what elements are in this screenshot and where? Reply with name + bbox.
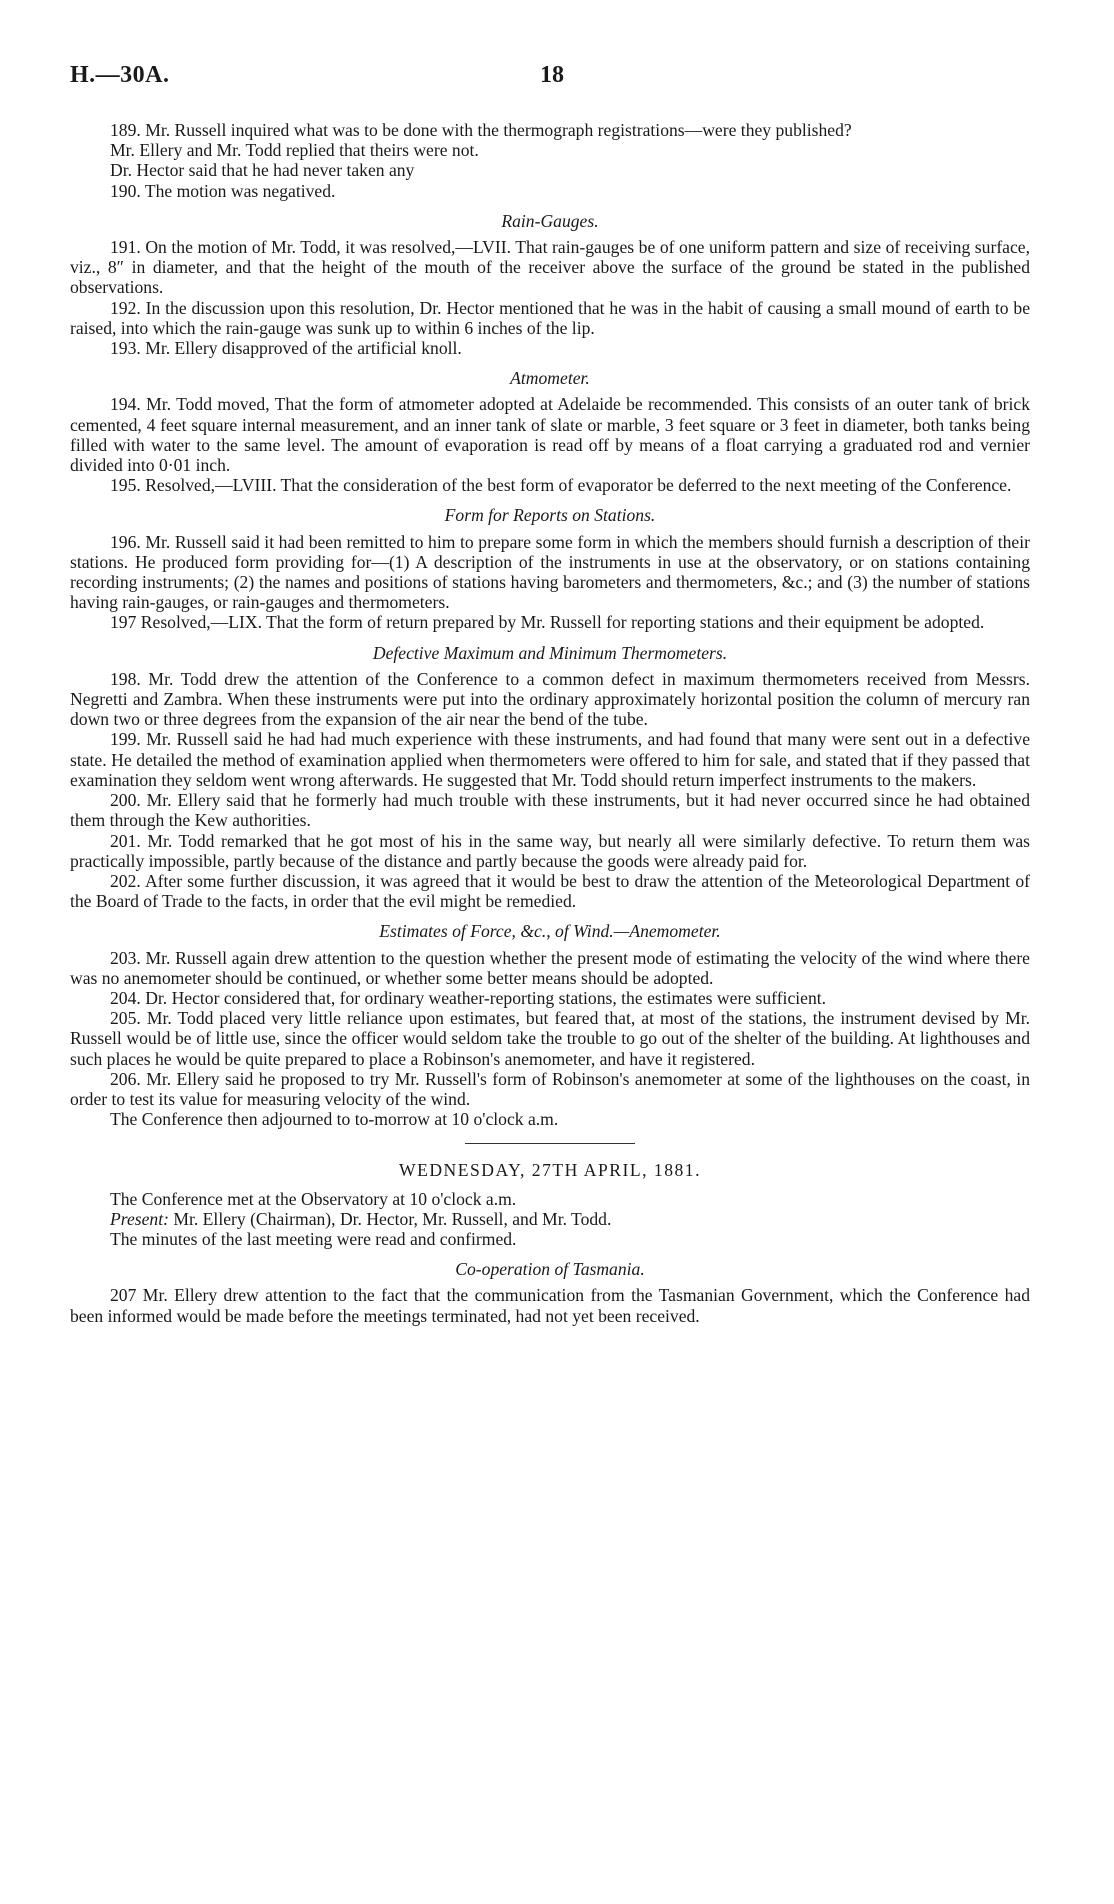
present-label: Present: — [110, 1208, 169, 1229]
paragraph: 198. Mr. Todd drew the attention of the Conference to a common defect in maximum thermometers received from Messrs. Negretti and Zambra. When these instruments were put into the ordinary approximately horizontal position the column of mercury ran down two or three degrees from the expansion of the air near the bend of the tube. — [70, 668, 1030, 730]
paragraph: 195. Resolved,—LVIII. That the consideration of the best form of evaporator be deferred to the next meeting of the Conference. — [110, 475, 1012, 496]
paragraph: 206. Mr. Ellery said he proposed to try Mr. Russell's form of Robinson's anemometer at some of the lighthouses on the coast, in order to test its value for measuring velocity of the wind. — [70, 1068, 1030, 1109]
page-number: 18 — [540, 62, 564, 88]
section-divider — [465, 1143, 635, 1144]
paragraph: 192. In the discussion upon this resolution, Dr. Hector mentioned that he was in the habit of causing a small mound of earth to be raised, into which the rain-gauge was sunk up to within 6 inches of the lip. — [70, 297, 1030, 338]
section-heading: Rain-Gauges. — [501, 210, 599, 231]
page-header — [70, 62, 1030, 102]
meeting-date: WEDNESDAY, 27TH APRIL, 1881. — [398, 1160, 701, 1181]
paragraph: 205. Mr. Todd placed very little reliance upon estimates, but feared that, at most of the stations, the instrument devised by Mr. Russell would be of little use, since the officer would seldom take the trouble to go out of the shelter of the building. At lighthouses and such places he would be quite prepared to place a Robinson's anemometer, and have it registered. — [70, 1008, 1030, 1069]
attendance-line — [70, 1209, 1030, 1229]
paragraph: Mr. Ellery and Mr. Todd replied that theirs were not. — [110, 140, 479, 161]
paragraph: 194. Mr. Todd moved, That the form of atmometer adopted at Adelaide be recommended. This consists of an outer tank of brick cemented, 4 feet square internal measurement, and an inner tank of slate or marble, 3 feet square or 3 feet in diameter, both tanks being filled with water to the same level. The amount of evaporation is read off by means of a float carrying a graduated rod and vernier divided into 0·01 inch. — [70, 394, 1030, 476]
paragraph: 201. Mr. Todd remarked that he got most of his in the same way, but nearly all were similarly defective. To return them was practically impossible, partly because of the distance and partly because the goods were already paid for. — [70, 830, 1030, 871]
document-code: H.—30A. — [70, 62, 170, 88]
paragraph: 203. Mr. Russell again drew attention to the question whether the present mode of estimating the velocity of the wind where there was no anemometer should be continued, or whether some better means should be adopted. — [70, 947, 1030, 988]
section-heading: Estimates of Force, &c., of Wind.—Anemometer. — [379, 921, 721, 942]
paragraph: 191. On the motion of Mr. Todd, it was resolved,—LVII. That rain-gauges be of one uniform pattern and size of receiving surface, viz., 8″ in diameter, and that the height of the mouth of the receiver above the surface of the ground be stated in the published observations. — [70, 237, 1030, 298]
paragraph: 204. Dr. Hector considered that, for ordinary weather-reporting stations, the estimates were sufficient. — [110, 987, 827, 1008]
paragraph: 190. The motion was negatived. — [110, 180, 336, 201]
document-page — [70, 62, 1030, 1326]
section-heading: Atmometer. — [510, 368, 590, 389]
section-heading: Defective Maximum and Minimum Thermometers. — [372, 642, 728, 663]
paragraph: The Conference met at the Observatory at 10 o'clock a.m. — [110, 1188, 517, 1209]
paragraph: The Conference then adjourned to to-morrow at 10 o'clock a.m. — [110, 1109, 559, 1130]
present-names: Mr. Ellery (Chairman), Dr. Hector, Mr. Russell, and Mr. Todd. — [168, 1208, 612, 1229]
paragraph: Dr. Hector said that he had never taken any — [110, 160, 415, 181]
paragraph: 200. Mr. Ellery said that he formerly had much trouble with these instruments, but it had never occurred since he had obtained them through the Kew authorities. — [70, 790, 1030, 831]
paragraph: 199. Mr. Russell said he had had much experience with these instruments, and had found that many were sent out in a defective state. He detailed the method of examination applied when thermometers were offered to him for sale, and stated that if they passed that examination they seldom went wrong afterwards. He suggested that Mr. Todd should return imperfect instruments to the makers. — [70, 729, 1030, 790]
section-heading: Co-operation of Tasmania. — [455, 1259, 645, 1280]
section-heading: Form for Reports on Stations. — [444, 505, 656, 526]
document-body — [70, 120, 1030, 1326]
paragraph: 189. Mr. Russell inquired what was to be done with the thermograph registrations—were they published? — [110, 120, 852, 140]
paragraph: 197 Resolved,—LIX. That the form of return prepared by Mr. Russell for reporting stations and their equipment be adopted. — [110, 612, 985, 633]
paragraph: 207 Mr. Ellery drew attention to the fact that the communication from the Tasmanian Government, which the Conference had been informed would be made before the meetings terminated, had not yet been received. — [70, 1285, 1030, 1326]
paragraph: 193. Mr. Ellery disapproved of the artificial knoll. — [110, 338, 462, 359]
paragraph: 202. After some further discussion, it was agreed that it would be best to draw the attention of the Meteorological Department of the Board of Trade to the facts, in order that the evil might be remedied. — [70, 870, 1030, 912]
paragraph: 196. Mr. Russell said it had been remitted to him to prepare some form in which the members should furnish a description of their stations. He produced form providing for—(1) A description of the instruments in use at the observatory, or on stations containing recording instruments; (2) the names and positions of stations having barometers and thermometers, &c.; and (3) the number of stations having rain-gauges, or rain-gauges and thermometers. — [70, 531, 1030, 613]
paragraph: The minutes of the last meeting were read and confirmed. — [110, 1228, 517, 1249]
